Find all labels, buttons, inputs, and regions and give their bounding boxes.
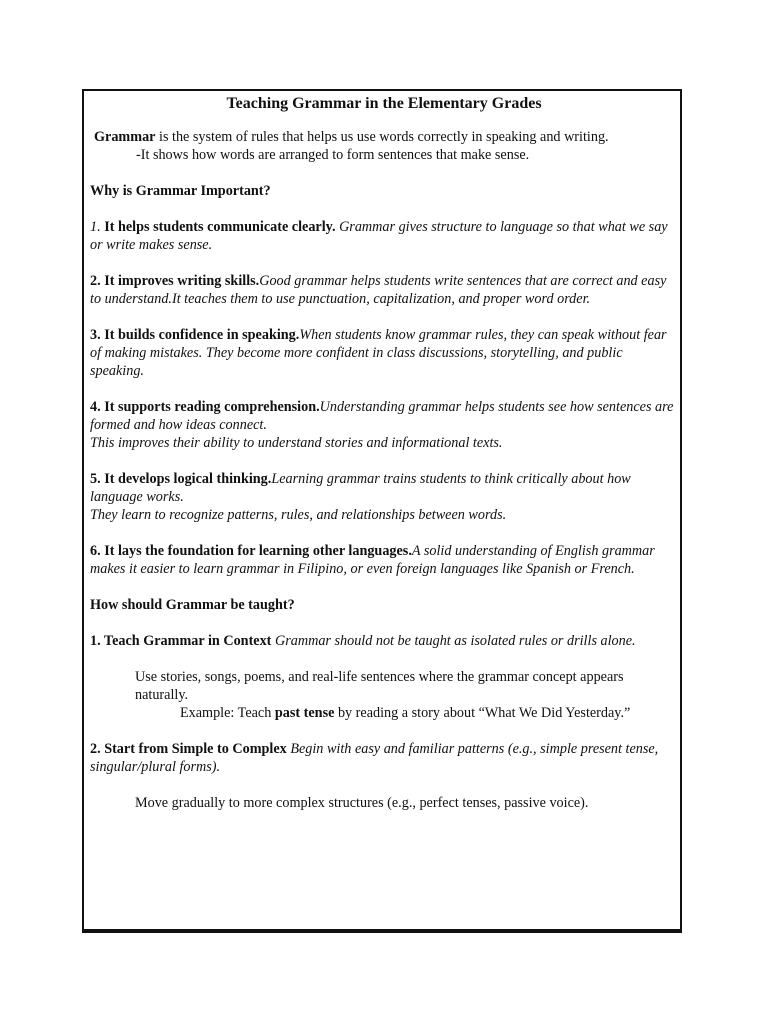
reason-number: 5. [90, 471, 101, 487]
reason-2 [90, 272, 678, 308]
reason-title: It helps students communicate clearly. [100, 219, 336, 235]
reason-text: When students know grammar rules, they can speak without fear of making mistakes. They become more confident in class discussions, storytelling, and public speaking. [90, 327, 667, 379]
reason-text: Understanding grammar helps students see how sentences are formed and how ideas connect. [90, 399, 674, 433]
method-2-detail: Move gradually to more complex structures (e.g., perfect tenses, passive voice). [135, 795, 589, 811]
reason-5 [90, 470, 678, 506]
method-1-example: Example: Teach past tense by reading a story about “What We Did Yesterday.” [180, 705, 631, 721]
intro-definition [90, 128, 678, 146]
reason-text: Learning grammar trains students to think critically about how language works. [90, 471, 631, 505]
reason-number: 6. [90, 543, 101, 559]
reason-text: Good grammar helps students write sentences that are correct and easy to understand.It teaches them to use punctuation, capitalization, and proper word order. [90, 273, 667, 307]
reason-3 [90, 326, 678, 380]
reason-number: 4. [90, 399, 101, 415]
reason-title: It builds confidence in speaking. [100, 327, 300, 343]
document-body [90, 94, 678, 812]
method-1-detail: Use stories, songs, poems, and real-life sentences where the grammar concept appears naturally. [135, 669, 624, 703]
method-title: 2. Start from Simple to Complex [90, 741, 287, 757]
reason-number: 2. [90, 273, 101, 289]
method-title: 1. Teach Grammar in Context [90, 633, 272, 649]
reason-text: A solid understanding of English grammar makes it easier to learn grammar in Filipino, or even foreign languages like Spanish or French. [90, 543, 655, 577]
reason-number: 1. [90, 219, 101, 235]
reason-number: 3. [90, 327, 101, 343]
reason-5-continued: They learn to recognize patterns, rules, and relationships between words. [90, 507, 507, 523]
intro-term: Grammar [94, 129, 156, 145]
intro-sub: -It shows how words are arranged to form sentences that make sense. [136, 147, 530, 163]
document-title: Teaching Grammar in the Elementary Grades [226, 95, 542, 112]
reason-4-continued: This improves their ability to understand stories and informational texts. [90, 435, 503, 451]
intro-definition-text: is the system of rules that helps us use words correctly in speaking and writing. [155, 129, 609, 145]
method-text: Begin with easy and familiar patterns (e.g., simple present tense, singular/plural forms). [90, 741, 659, 775]
reason-6 [90, 542, 678, 578]
method-2 [90, 740, 678, 776]
reason-1 [90, 218, 678, 254]
reason-text: Grammar gives structure to language so that what we say or write makes sense. [90, 219, 668, 253]
reason-title: It develops logical thinking. [100, 471, 272, 487]
method-text: Grammar should not be taught as isolated rules or drills alone. [271, 633, 636, 649]
how-heading: How should Grammar be taught? [90, 597, 295, 613]
why-heading: Why is Grammar Important? [90, 183, 271, 199]
reason-title: It improves writing skills. [100, 273, 260, 289]
reason-title: It supports reading comprehension. [100, 399, 320, 415]
reason-4 [90, 398, 678, 434]
method-1 [90, 632, 678, 650]
reason-title: It lays the foundation for learning other languages. [100, 543, 412, 559]
